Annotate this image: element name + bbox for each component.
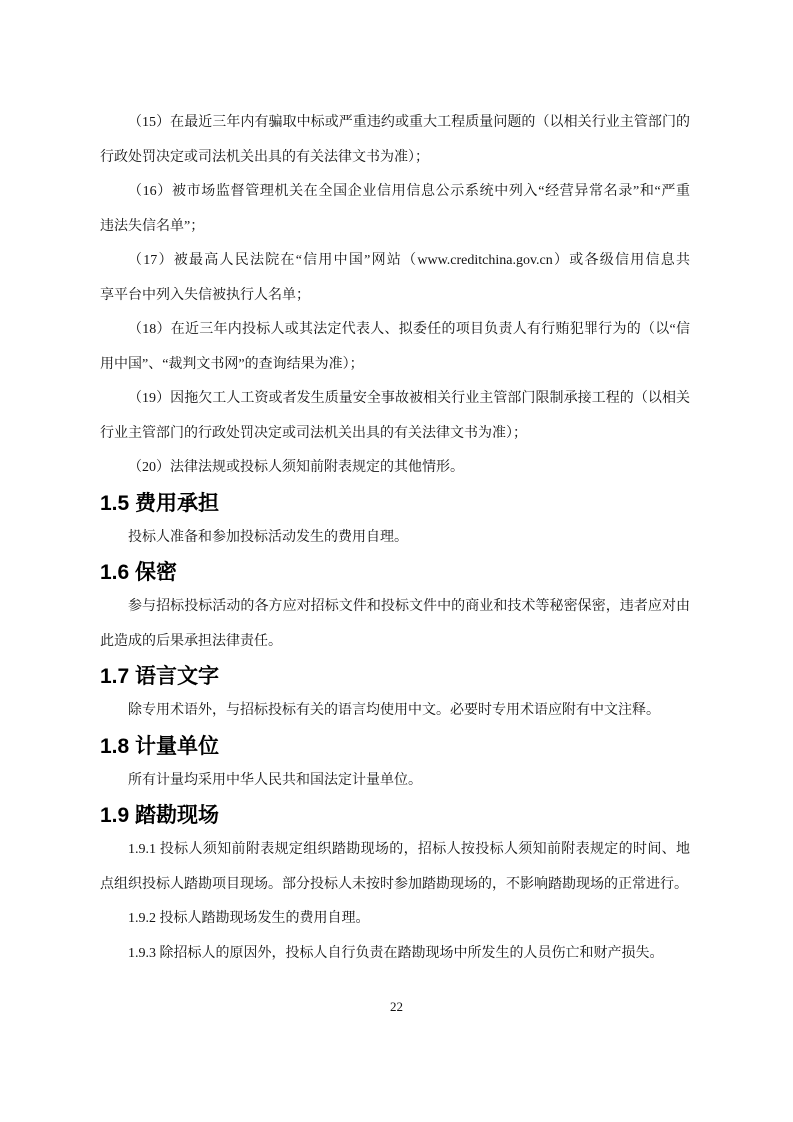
page-number: 22 bbox=[390, 999, 403, 1014]
section-heading: 1.5 费用承担 bbox=[100, 491, 220, 515]
text-line: 享平台中列入失信被执行人名单； bbox=[100, 287, 310, 303]
text-line: 参与招标投标活动的各方应对招标文件和投标文件中的商业和技术等秘密保密，违者应对由 bbox=[128, 599, 690, 614]
section-heading: 1.6 保密 bbox=[100, 561, 178, 584]
text-line: （16）被市场监督管理机关在全国企业信用信息公示系统中列入“经营异常名录”和“严重 bbox=[128, 184, 690, 199]
page-body bbox=[100, 106, 690, 971]
paragraph bbox=[100, 764, 690, 799]
text-line: 投标人准备和参加投标活动发生的费用自理。 bbox=[128, 529, 408, 545]
text-line: （18）在近三年内投标人或其法定代表人、拟委任的项目负责人有行贿犯罪行为的（以“信 bbox=[128, 322, 690, 337]
text-line: 行政处罚决定或司法机关出具的有关法律文书为准）； bbox=[100, 149, 429, 165]
text-line: 所有计量均采用中华人民共和国法定计量单位。 bbox=[128, 772, 422, 788]
paragraph bbox=[100, 833, 690, 902]
paragraph bbox=[100, 590, 690, 659]
section-heading: 1.8 计量单位 bbox=[100, 734, 220, 758]
text-line: 违法失信名单”； bbox=[100, 218, 205, 234]
paragraph bbox=[100, 313, 690, 382]
paragraph bbox=[100, 106, 690, 175]
paragraph bbox=[100, 937, 690, 972]
text-line: （15）在最近三年内有骗取中标或严重违约或重大工程质量问题的（以相关行业主管部门的 bbox=[128, 115, 690, 130]
text-line: （19）因拖欠工人工资或者发生质量安全事故被相关行业主管部门限制承接工程的（以相关 bbox=[128, 391, 690, 406]
text-line: 除专用术语外，与招标投标有关的语言均使用中文。必要时专用术语应附有中文注释。 bbox=[128, 703, 660, 718]
text-line: 点组织投标人踏勘项目现场。部分投标人未按时参加踏勘现场的，不影响踏勘现场的正常进行。 bbox=[100, 876, 688, 892]
text-line: 此造成的后果承担法律责任。 bbox=[100, 633, 282, 649]
text-line: （20）法律法规或投标人须知前附表规定的其他情形。 bbox=[128, 460, 464, 475]
paragraph bbox=[100, 902, 690, 937]
paragraph bbox=[100, 521, 690, 556]
paragraph bbox=[100, 382, 690, 451]
text-line: 1.9.1 投标人须知前附表规定组织踏勘现场的，招标人按投标人须知前附表规定的时间、地 bbox=[128, 842, 690, 857]
paragraph bbox=[100, 175, 690, 244]
text-line: 行业主管部门的行政处罚决定或司法机关出具的有关法律文书为准）； bbox=[100, 425, 527, 441]
text-line: 1.9.3 除招标人的原因外，投标人自行负责在踏勘现场中所发生的人员伤亡和财产损失。 bbox=[128, 945, 664, 961]
text-line: 1.9.2 投标人踏勘现场发生的费用自理。 bbox=[128, 911, 370, 926]
section-heading: 1.7 语言文字 bbox=[100, 665, 220, 688]
paragraph bbox=[100, 451, 690, 486]
text-line: （17）被最高人民法院在“信用中国”网站（www.creditchina.gov.cn）或各级信用信息共 bbox=[128, 253, 690, 268]
text-line: 用中国”、“裁判文书网”的查询结果为准）； bbox=[100, 356, 364, 372]
section-heading: 1.9 踏勘现场 bbox=[100, 804, 220, 827]
paragraph bbox=[100, 244, 690, 313]
paragraph bbox=[100, 694, 690, 729]
